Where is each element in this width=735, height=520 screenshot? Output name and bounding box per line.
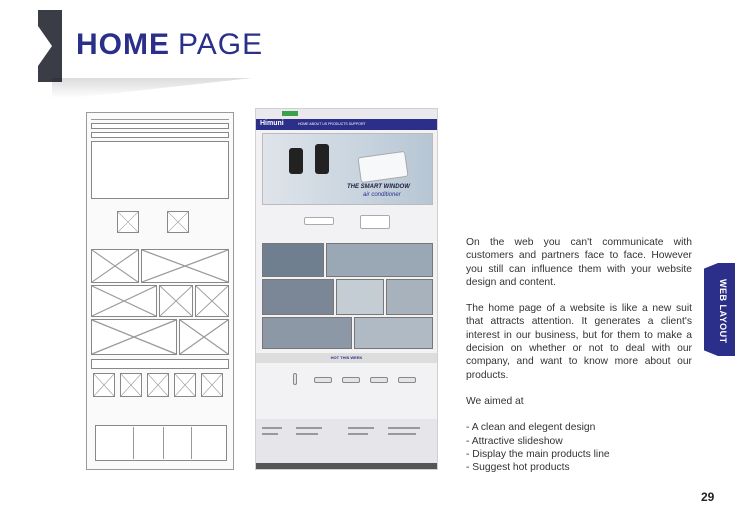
page-title — [76, 28, 263, 62]
wireframe-tile-1 — [91, 249, 139, 283]
mockup-hot-item-2-ac — [314, 377, 332, 383]
mockup-topbar-badge — [282, 111, 298, 116]
section-side-tab-label: WEB LAYOUT — [718, 278, 728, 344]
wireframe-hot-3 — [147, 373, 169, 397]
mockup-footer-line — [388, 427, 420, 429]
mockup-tile-5 — [386, 279, 433, 315]
aims-list-item: - A clean and elegent design — [466, 422, 596, 434]
page-title-light: PAGE — [178, 28, 264, 61]
wireframe-footer-box — [95, 425, 227, 461]
wireframe-product-box-1 — [117, 211, 139, 233]
wireframe-tile-4 — [159, 285, 193, 317]
mockup-hero-caption: THE SMART WINDOW — [347, 184, 410, 190]
wireframe-hot-bar — [91, 359, 229, 369]
mockup-nav-links: HOME ABOUT US PRODUCTS SUPPORT — [298, 122, 366, 126]
body-paragraph-3: We aimed at — [466, 395, 524, 407]
mockup-footer-line — [388, 433, 416, 435]
mockup-hot-item-5-ac — [398, 377, 416, 383]
wireframe-tile-3 — [91, 285, 157, 317]
header-accent-notch — [38, 26, 52, 66]
wireframe-image — [86, 112, 234, 470]
wireframe-tile-6 — [91, 319, 177, 355]
wireframe-slideshow-box — [91, 141, 229, 199]
wireframe-footer-divider-3 — [191, 427, 192, 459]
mockup-hot-heading: HOT THIS WEEK — [256, 353, 437, 363]
aims-list — [466, 421, 692, 474]
mockup-footer-line — [296, 433, 318, 435]
wireframe-product-box-2 — [167, 211, 189, 233]
page-number: 29 — [701, 490, 715, 504]
mockup-hero-caption-2: air conditioner — [363, 192, 401, 198]
mockup-tile-7 — [354, 317, 433, 349]
mockup-hot-item-1-ac — [293, 373, 297, 385]
wireframe-hot-4 — [174, 373, 196, 397]
mockup-tile-2 — [326, 243, 433, 277]
header-shadow — [52, 78, 252, 98]
body-paragraph-2: The home page of a website is like a new suit that attracts attention. It generates a client's interest in our business, but for them to make a decision on whether or not to deal with our company, and want to know more about our products. — [466, 303, 692, 381]
wireframe-tile-2 — [141, 249, 229, 283]
mockup-remote-2 — [315, 144, 329, 174]
mockup-navbar — [256, 119, 437, 130]
mockup-product-1 — [296, 209, 342, 235]
homepage-mockup-image — [255, 108, 438, 470]
wireframe-tile-7 — [179, 319, 229, 355]
mockup-footer — [256, 419, 437, 463]
mockup-tile-6 — [262, 317, 352, 349]
wireframe-tile-5 — [195, 285, 229, 317]
mockup-hot-item-4-ac — [370, 377, 388, 383]
wireframe-hot-2 — [120, 373, 142, 397]
mockup-tile-4 — [336, 279, 384, 315]
mockup-hot-item-3-ac — [342, 377, 360, 383]
mockup-hero-slideshow — [262, 133, 433, 205]
mockup-product-2-ac — [360, 215, 390, 229]
mockup-topbar — [256, 109, 437, 119]
mockup-footer-line — [296, 427, 322, 429]
wireframe-nav-box — [91, 132, 229, 138]
mockup-window-ac — [357, 151, 408, 183]
mockup-product-2 — [352, 209, 398, 235]
mockup-product-1-ac — [304, 217, 334, 225]
mockup-hot-item-1 — [284, 373, 306, 387]
wireframe-footer-divider-2 — [163, 427, 164, 459]
mockup-footer-line — [262, 427, 282, 429]
mockup-footer-line — [348, 427, 374, 429]
mockup-hot-item-5 — [396, 373, 418, 387]
mockup-tile-3 — [262, 279, 334, 315]
wireframe-header-box — [91, 123, 229, 129]
wireframe-hot-1 — [93, 373, 115, 397]
aims-list-item: - Attractive slideshow — [466, 435, 563, 447]
wireframe-footer-divider-1 — [133, 427, 134, 459]
wireframe-topline — [91, 119, 229, 120]
mockup-logo: Himuni — [260, 120, 284, 127]
mockup-hot-item-2 — [312, 373, 334, 387]
aims-list-item: - Suggest hot products — [466, 462, 570, 474]
mockup-remote-1 — [289, 148, 303, 174]
aims-list-item: - Display the main products line — [466, 448, 610, 460]
body-paragraph-1: On the web you can't communicate with customers and partners face to face. However you still can influence them with your website design and content. — [466, 237, 692, 288]
mockup-footer-line — [262, 433, 278, 435]
mockup-footer-bar — [256, 463, 437, 470]
page-title-bold: HOME — [76, 28, 170, 61]
mockup-hot-item-3 — [340, 373, 362, 387]
body-text — [466, 236, 692, 474]
wireframe-hot-5 — [201, 373, 223, 397]
mockup-tile-1 — [262, 243, 324, 277]
mockup-hot-item-4 — [368, 373, 390, 387]
mockup-footer-line — [348, 433, 368, 435]
